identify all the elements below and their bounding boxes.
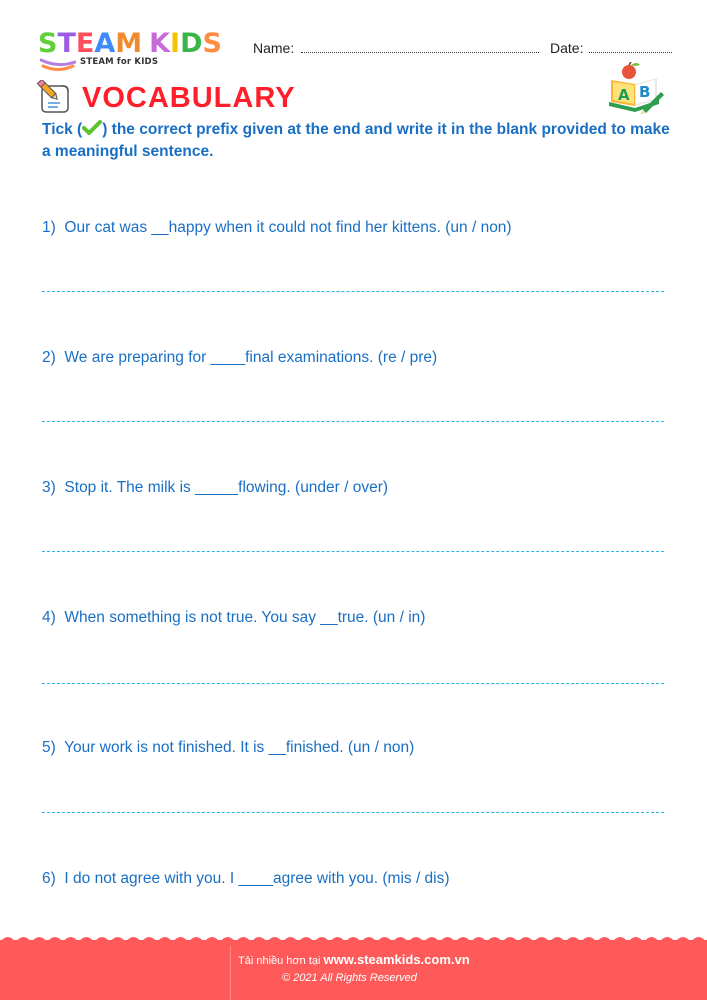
date-label: Date: — [550, 40, 584, 56]
question-text: We are preparing for ____final examinations. (re / pre) — [64, 349, 438, 366]
question-text: I do not agree with you. I ____agree with you. (mis / dis) — [64, 870, 450, 887]
ab-book-icon — [607, 62, 665, 114]
logo-letter: M — [115, 28, 143, 59]
question-1 — [42, 219, 512, 237]
answer-line-5[interactable] — [42, 812, 664, 813]
question-number: 6) — [42, 870, 56, 887]
footer-copyright: © 2021 All Rights Reserved — [282, 972, 417, 984]
logo-letter: S — [38, 28, 58, 59]
logo-letter: D — [180, 28, 203, 59]
footer-divider — [230, 946, 231, 1000]
answer-line-3[interactable] — [42, 551, 664, 552]
checkmark-icon — [82, 120, 102, 136]
question-text: Stop it. The milk is _____flowing. (under / over) — [64, 479, 389, 496]
logo-wordmark — [38, 30, 222, 57]
date-input-line[interactable] — [589, 52, 672, 53]
footer-download-text — [238, 952, 470, 967]
instructions — [42, 119, 682, 163]
footer-prefix: Tải nhiều hơn tại — [238, 955, 324, 967]
question-text: Our cat was __happy when it could not find her kittens. (un / non) — [64, 219, 512, 236]
question-number: 3) — [42, 479, 56, 496]
question-4 — [42, 609, 425, 627]
question-2 — [42, 349, 437, 367]
logo-tagline: STEAM for KIDS — [80, 57, 159, 67]
section-title: VOCABULARY — [82, 82, 296, 114]
question-number: 4) — [42, 609, 56, 626]
logo-letter: A — [94, 28, 116, 59]
question-3 — [42, 479, 388, 497]
logo-letter: T — [57, 28, 76, 59]
instructions-prefix: Tick ( — [42, 121, 83, 138]
svg-text:A: A — [618, 86, 630, 104]
answer-line-2[interactable] — [42, 421, 664, 422]
question-5 — [42, 739, 414, 757]
logo-letter: I — [170, 28, 181, 59]
steam-kids-logo — [38, 30, 238, 74]
question-text: When something is not true. You say __true. (un / in) — [64, 609, 426, 626]
question-text: Your work is not finished. It is __finished. (un / non) — [64, 739, 415, 756]
svg-text:B: B — [639, 83, 651, 101]
footer — [0, 940, 707, 1000]
name-input-line[interactable] — [301, 52, 539, 53]
name-label: Name: — [253, 40, 295, 56]
instructions-text: ) the correct prefix given at the end and write it in the blank provided to make a meaningful sentence. — [42, 121, 670, 160]
logo-letter: K — [149, 28, 171, 59]
logo-smile-icon — [40, 58, 76, 72]
question-6 — [42, 870, 450, 888]
logo-letter: E — [75, 28, 95, 59]
footer-site-link[interactable]: www.steamkids.com.vn — [323, 952, 470, 967]
answer-line-4[interactable] — [42, 683, 664, 684]
question-number: 1) — [42, 219, 56, 236]
question-number: 5) — [42, 739, 56, 756]
answer-line-1[interactable] — [42, 291, 664, 292]
question-number: 2) — [42, 349, 56, 366]
logo-letter: S — [202, 28, 222, 59]
pencil-paper-icon — [36, 80, 72, 116]
